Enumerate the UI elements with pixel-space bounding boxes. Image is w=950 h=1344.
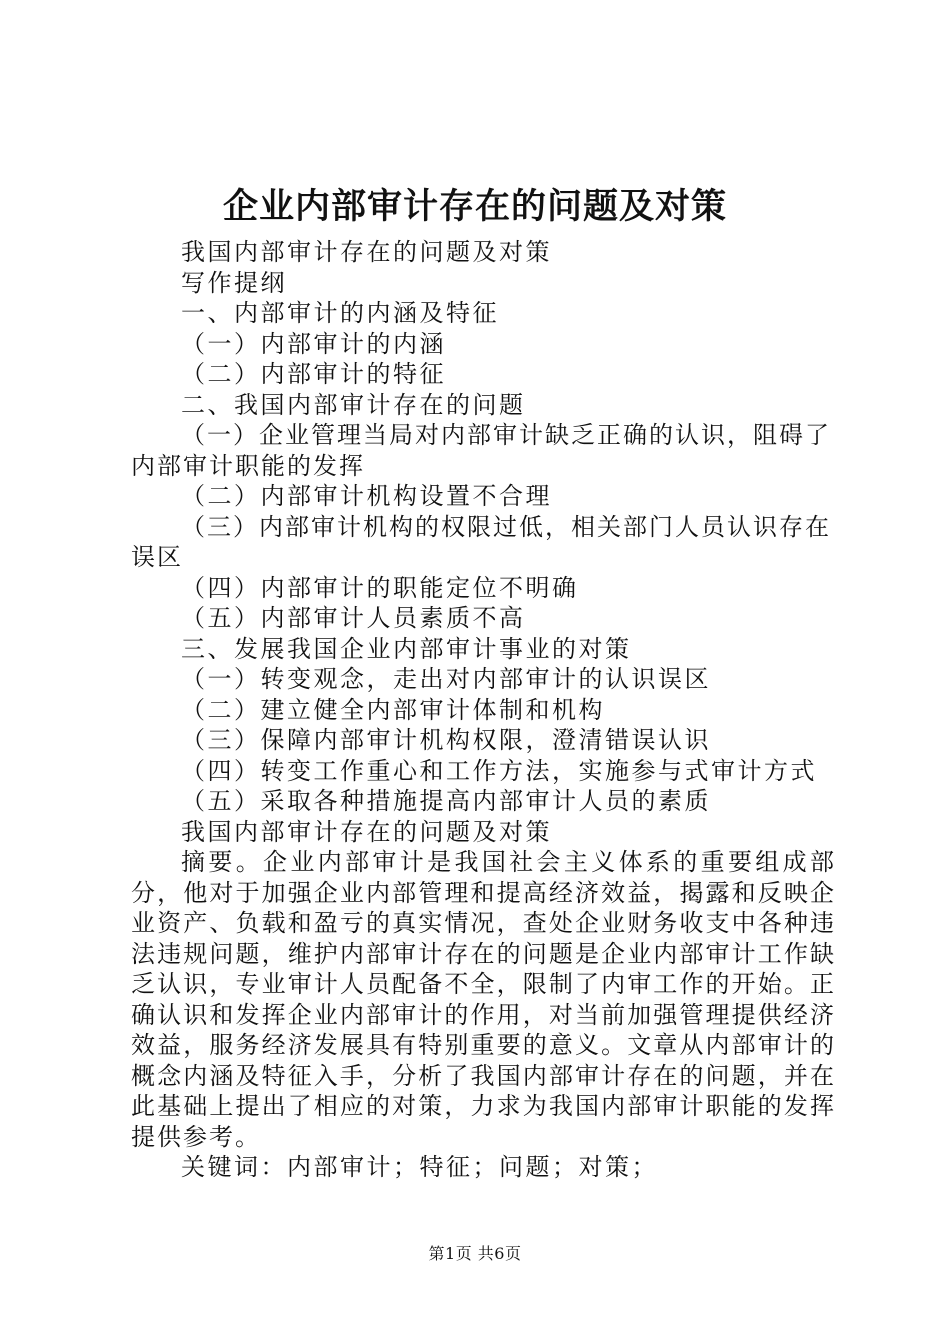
outline-item: （一）企业管理当局对内部审计缺乏正确的认识，阻碍了内部审计职能的发挥 [131,421,831,480]
section-heading-2: 二、我国内部审计存在的问题 [181,390,526,419]
keywords-line: 关键词：内部审计；特征；问题；对策； [181,1153,658,1181]
outline-item: （四）内部审计的职能定位不明确 [181,573,579,602]
outline-item: （一）内部审计的内涵 [181,329,446,358]
outline-item: （二）内部审计的特征 [181,360,446,388]
outline-item: （二）建立健全内部审计体制和机构 [181,695,605,724]
abstract-paragraph: 摘要。企业内部审计是我国社会主义体系的重要组成部分，他对于加强企业内部管理和提高经济效益，揭露和反映企业资产、负载和盈亏的真实情况，查处企业财务收支中各种违法违规问题，维护内部审计存在的问题是企业内部审计工作缺乏认识，专业审计人员配备不全，限制了内审工作的开始。正确认识和发挥企业内部审计的作用，对当前加强管理提供经济效益，服务经济发展具有特别重要的意义。文章从内部审计的概念内涵及特征入手，分析了我国内部审计存在的问题，并在此基础上提出了相应的对策，力求为我国内部审计职能的发挥提供参考。 [131,848,836,1151]
document-body [131,237,836,1183]
page-footer: 第1页 共6页 [428,1244,522,1263]
outline-item: （四）转变工作重心和工作方法，实施参与式审计方式 [181,756,817,785]
outline-item: （五）采取各种措施提高内部审计人员的素质 [181,787,711,815]
outline-item: （三）内部审计机构的权限过低，相关部门人员认识存在误区 [131,512,831,571]
document-title: 企业内部审计存在的问题及对策 [222,186,727,227]
outline-item: （三）保障内部审计机构权限，澄清错误认识 [181,726,711,754]
subtitle-line: 我国内部审计存在的问题及对策 [181,238,552,266]
outline-item: （一）转变观念，走出对内部审计的认识误区 [181,665,711,693]
section-heading-1: 一、内部审计的内涵及特征 [181,299,499,327]
outline-item: （五）内部审计人员素质不高 [181,604,526,632]
outline-item: （二）内部审计机构设置不合理 [181,482,552,510]
outline-heading: 写作提纲 [181,268,287,297]
section-heading-3: 三、发展我国企业内部审计事业的对策 [181,634,632,663]
article-heading: 我国内部审计存在的问题及对策 [181,817,552,846]
